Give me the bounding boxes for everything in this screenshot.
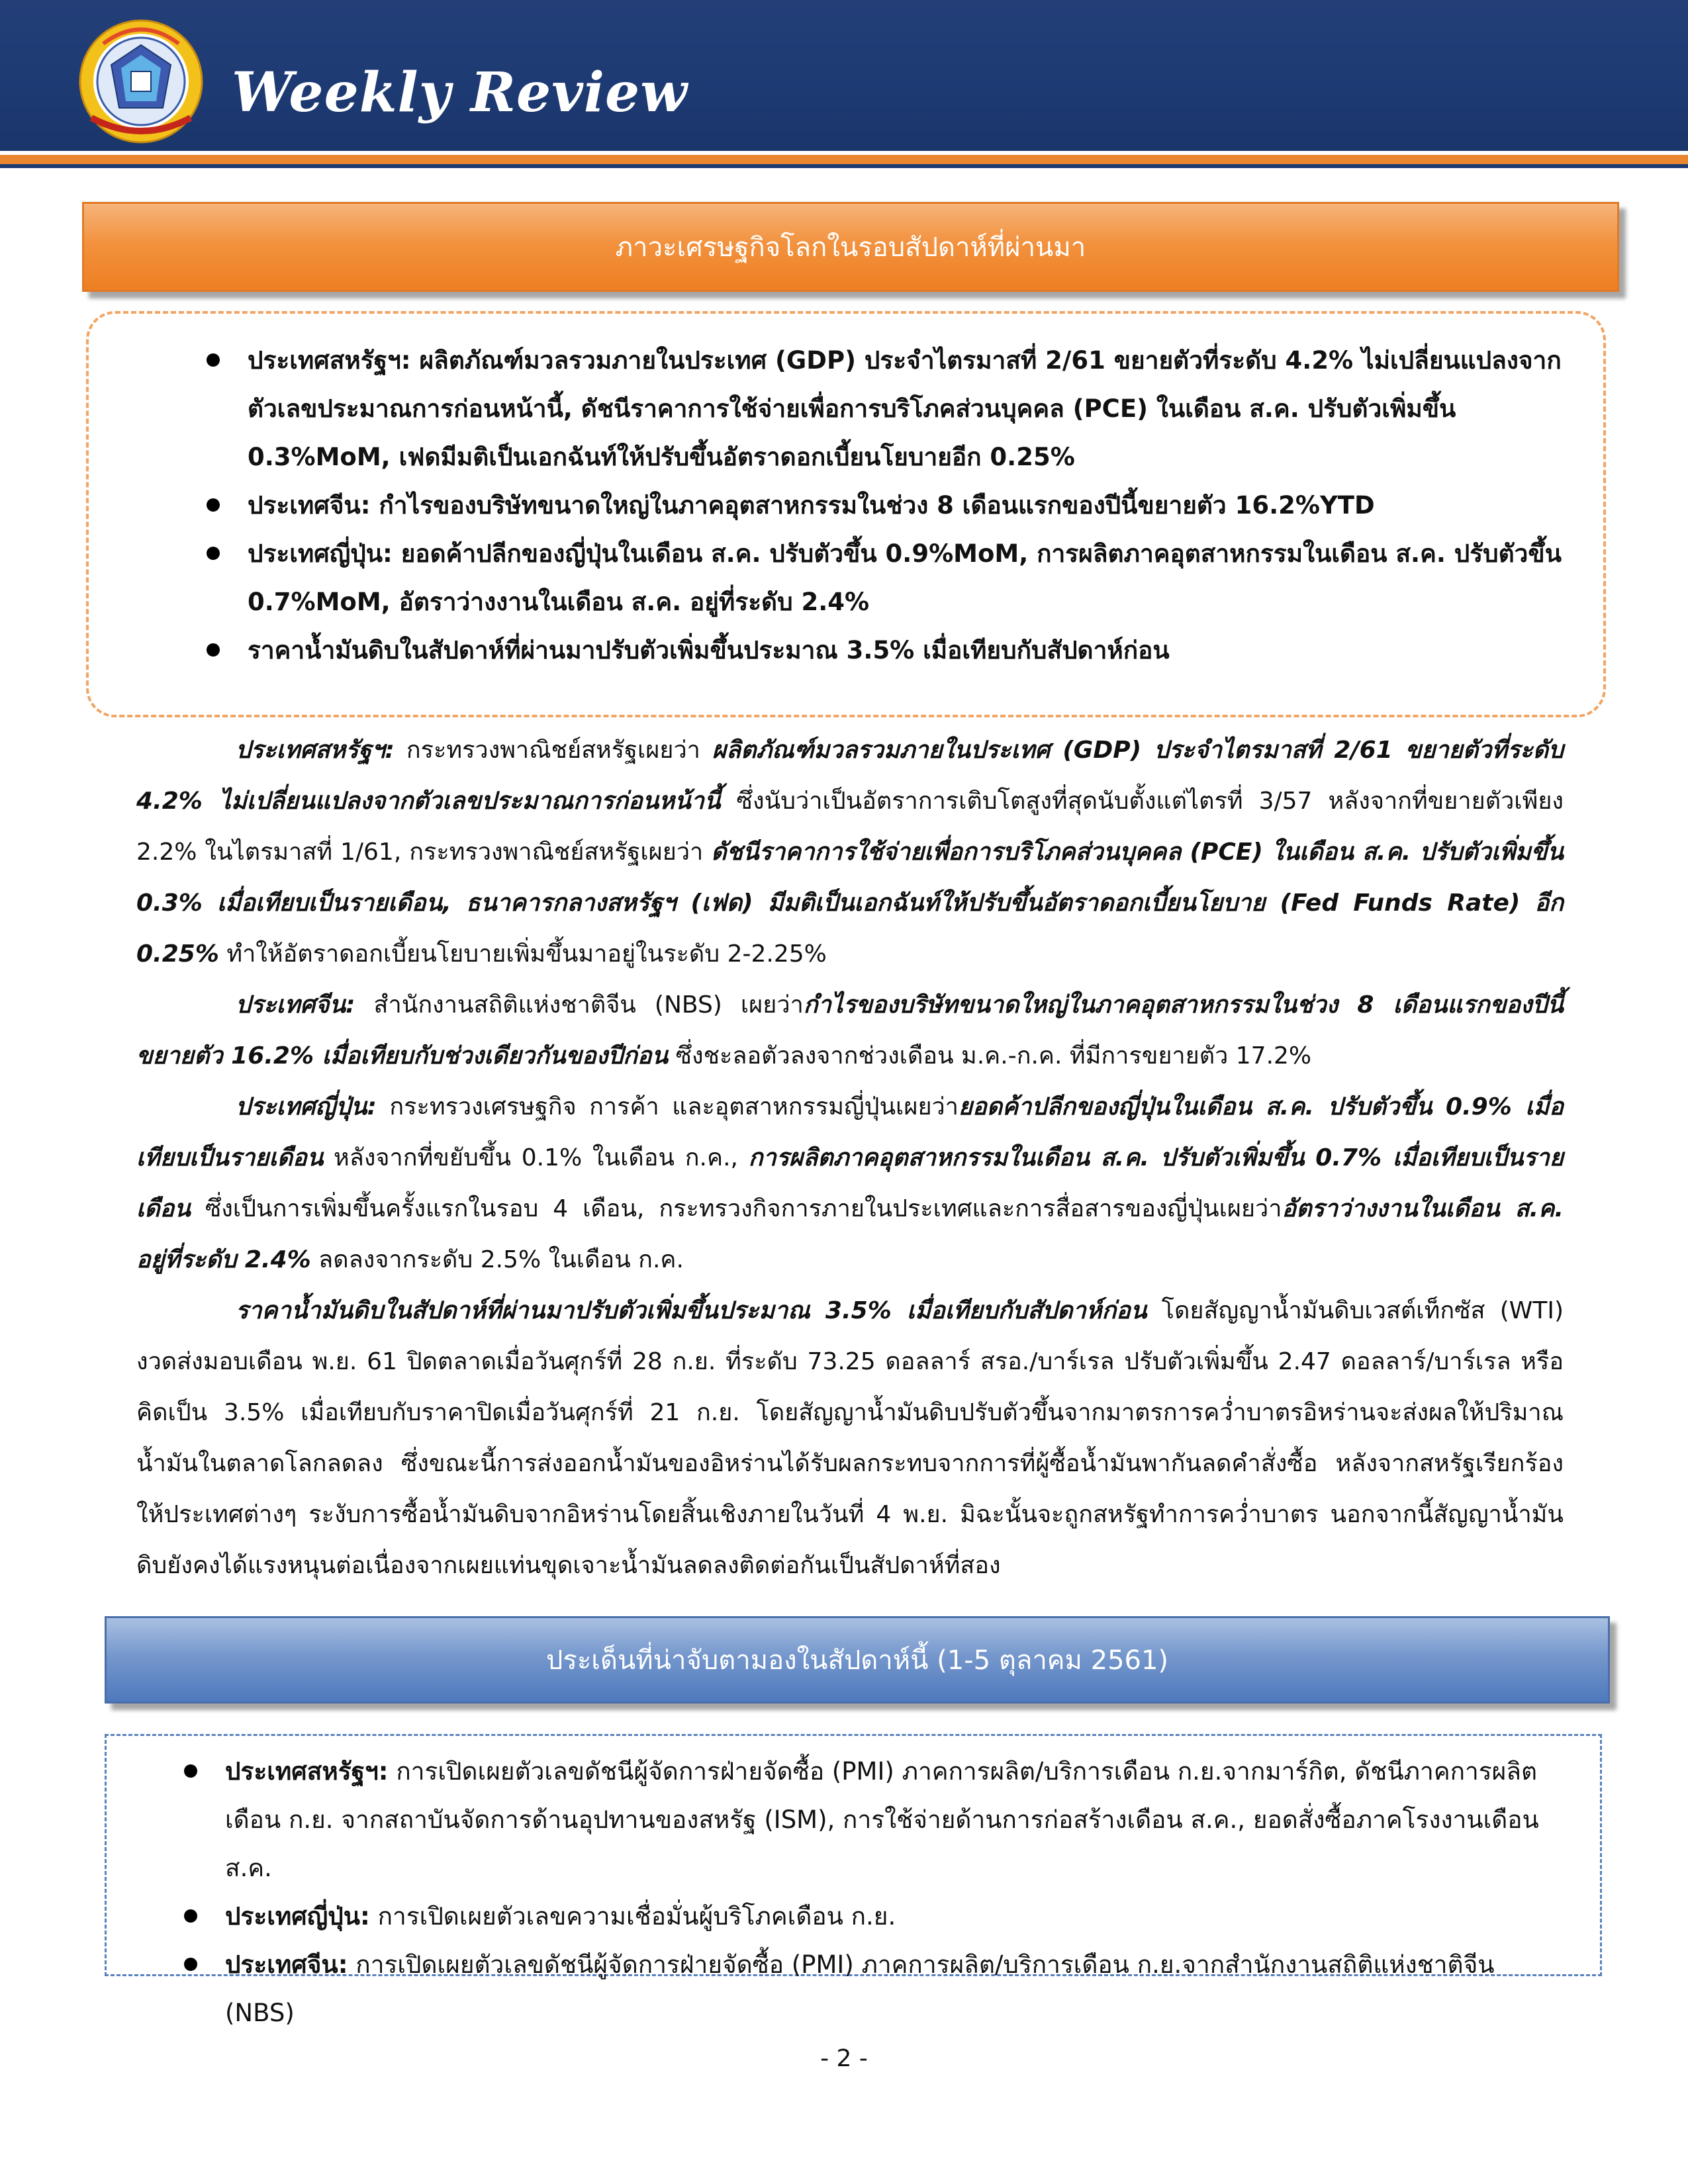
- watchlist-bullet-us: [225, 1747, 1549, 1892]
- summary-bullet-japan: [248, 529, 1565, 626]
- brand-title: Weekly Review: [232, 61, 688, 124]
- bullet-icon: [184, 1764, 197, 1778]
- paragraph-oil: [136, 1285, 1564, 1591]
- paragraph-lead: ประเทศญี่ปุ่น:: [236, 1093, 377, 1120]
- section-title-bar-watchlist: [105, 1616, 1610, 1704]
- summary-bullet-text: ประเทศจีน: กำไรของบริษัทขนาดใหญ่ในภาคอุตสาหกรรมในช่วง 8 เดือนแรกของปีนี้ขยายตัว 16.2%YTD: [248, 491, 1375, 520]
- bullet-lead: ประเทศญี่ปุ่น:: [225, 1902, 370, 1931]
- bullet-text: การเปิดเผยตัวเลขดัชนีผู้จัดการฝ่ายจัดซื้อ (PMI) ภาคการผลิต/บริการเดือน ก.ย.จากมาร์กิต, ดัชนีภาคการผลิตเดือน ก.ย. จากสถาบันจัดการด้านอุปทานของสหรัฐ (ISM), การใช้จ่ายด้านการก่อสร้างเดือน ส.ค., ยอดสั่งซื้อภาคโรงงานเดือน ส.ค.: [225, 1757, 1539, 1882]
- paragraph-text: กระทรวงเศรษฐกิจ การค้า และอุตสาหกรรมญี่ปุ่นเผยว่า: [376, 1093, 959, 1120]
- paragraph-text: ซึ่งเป็นการเพิ่มขึ้นครั้งแรกในรอบ 4 เดือน, กระทรวงกิจการภายในประเทศและการสื่อสารของญี่ปุ่นเผยว่า: [190, 1195, 1282, 1222]
- paragraph-japan: [136, 1081, 1564, 1285]
- paragraph-highlight: ยอดค้าปลีกของญี่ปุ่นในเดือน ส.ค. ปรับตัวขึ้น 0.9% เมื่อเทียบเป็นรายเดือน: [136, 1093, 1564, 1171]
- paragraph-text: กระทรวงพาณิชย์สหรัฐเผยว่า: [394, 737, 712, 764]
- watchlist-bullet-japan: [225, 1892, 1549, 1940]
- section-title-bar-world-economy: [82, 202, 1619, 292]
- paragraph-text: ซึ่งนับว่าเป็นอัตราการเติบโตสูงที่สุดนับตั้งแต่ไตรที่ 3/57 หลังจากที่ขยายตัวเพียง 2.2% ในไตรมาสที่ 1/61, กระทรวงพาณิชย์สหรัฐเผยว่า: [136, 788, 1564, 866]
- bullet-icon: [207, 643, 220, 657]
- paragraph-text: โดยสัญญาน้ำมันดิบเวสต์เท็กซัส (WTI) งวดส่งมอบเดือน พ.ย. 61 ปิดตลาดเมื่อวันศุกร์ที่ 28 ก.ย. ที่ระดับ 73.25 ดอลลาร์ สรอ./บาร์เรล ปรับตัวเพิ่มขึ้น 2.47 ดอลลาร์/บาร์เรล หรือคิดเป็น 3.5% เมื่อเทียบกับราคาปิดเมื่อวันศุกร์ที่ 21 ก.ย. โดยสัญญาน้ำมันดิบปรับตัวขึ้นจากมาตรการคว่ำบาตรอิหร่านจะส่งผลให้ปริมาณน้ำมันในตลาดโลกลดลง ซึ่งขณะนี้การส่งออกน้ำมันของอิหร่านได้รับผลกระทบจากการที่ผู้ซื้อน้ำมันพากันลดคำสั่งซื้อ หลังจากสหรัฐเรียกร้องให้ประเทศต่างๆ ระงับการซื้อน้ำมันดิบจากอิหร่านโดยสิ้นเชิงภายในวันที่ 4 พ.ย. มิฉะนั้นจะถูกสหรัฐทำการคว่ำบาตร นอกจากนี้สัญญาน้ำมันดิบยังคงได้แรงหนุนต่อเนื่องจากเผยแท่นขุดเจาะน้ำมันลดลงติดต่อกันเป็นสัปดาห์ที่สอง: [136, 1297, 1564, 1579]
- summary-bullet-text: ประเทศญี่ปุ่น: ยอดค้าปลีกของญี่ปุ่นในเดือน ส.ค. ปรับตัวขึ้น 0.9%MoM, การผลิตภาคอุตสาหกรรมในเดือน ส.ค. ปรับตัวขึ้น 0.7%MoM, อัตราว่างงานในเดือน ส.ค. อยู่ที่ระดับ 2.4%: [248, 539, 1562, 616]
- summary-bullet-us: [248, 336, 1565, 481]
- paragraph-highlight: กำไรของบริษัทขนาดใหญ่ในภาคอุตสาหกรรมในช่วง 8 เดือนแรกของปีนี้ขยายตัว 16.2% เมื่อเทียบกับช่วงเดียวกันของปีก่อน: [136, 991, 1564, 1069]
- section-title: ภาวะเศรษฐกิจโลกในรอบสัปดาห์ที่ผ่านมา: [615, 232, 1086, 263]
- bullet-icon: [184, 1958, 197, 1971]
- paragraph-us: [136, 725, 1564, 979]
- summary-bullet-text: ประเทศสหรัฐฯ: ผลิตภัณฑ์มวลรวมภายในประเทศ (GDP) ประจำไตรมาสที่ 2/61 ขยายตัวที่ระดับ 4.2% ไม่เปลี่ยนแปลงจาก ตัวเลขประมาณการก่อนหน้านี้, ดัชนีราคาการใช้จ่ายเพื่อการบริโภคส่วนบุคคล (PCE) ในเดือน ส.ค. ปรับตัวเพิ่มขึ้น 0.3%MoM, เฟดมีมติเป็นเอกฉันท์ให้ปรับขึ้นอัตราดอกเบี้ยนโยบายอีก 0.25%: [248, 346, 1562, 471]
- paragraph-highlight: การผลิตภาคอุตสาหกรรมในเดือน ส.ค. ปรับตัวเพิ่มขึ้น 0.7% เมื่อเทียบเป็นรายเดือน: [136, 1144, 1564, 1222]
- bullet-text: การเปิดเผยตัวเลขดัชนีผู้จัดการฝ่ายจัดซื้อ (PMI) ภาคการผลิต/บริการเดือน ก.ย.จากสำนักงานสถิติแห่งชาติจีน (NBS): [225, 1950, 1495, 2027]
- paragraph-highlight: ผลิตภัณฑ์มวลรวมภายในประเทศ (GDP) ประจำไตรมาสที่ 2/61 ขยายตัวที่ระดับ 4.2% ไม่เปลี่ยนแปลงจากตัวเลขประมาณการก่อนหน้านี้: [136, 737, 1564, 815]
- bullet-lead: ประเทศจีน:: [225, 1950, 348, 1979]
- bullet-text: การเปิดเผยตัวเลขความเชื่อมั่นผู้บริโภคเดือน ก.ย.: [369, 1902, 896, 1931]
- paragraph-china: [136, 979, 1564, 1081]
- paragraph-highlight: อัตราว่างงานในเดือน ส.ค. อยู่ที่ระดับ 2.4%: [136, 1195, 1564, 1273]
- paragraph-text: ซึ่งชะลอตัวลงจากช่วงเดือน ม.ค.-ก.ค. ที่มีการขยายตัว 17.2%: [668, 1042, 1312, 1069]
- section-title: ประเด็นที่น่าจับตามองในสัปดาห์นี้ (1-5 ตุลาคม 2561): [545, 1645, 1169, 1676]
- bullet-icon: [207, 353, 220, 367]
- bullet-icon: [184, 1909, 197, 1923]
- paragraph-highlight: ราคาน้ำมันดิบในสัปดาห์ที่ผ่านมาปรับตัวเพิ่มขึ้นประมาณ 3.5% เมื่อเทียบกับสัปดาห์ก่อน: [236, 1297, 1147, 1324]
- summary-bullet-china: [248, 481, 1565, 529]
- bullet-icon: [207, 498, 220, 512]
- paragraph-text: สำนักงานสถิติแห่งชาติจีน (NBS) เผยว่า: [355, 991, 804, 1019]
- watchlist-bullet-china: [225, 1940, 1549, 2037]
- watchlist-bullet-list: [225, 1747, 1549, 2037]
- summary-bullet-oil: [248, 626, 1565, 674]
- header-banner: [0, 0, 1688, 151]
- paragraph-lead: ประเทศจีน:: [236, 991, 355, 1019]
- center-logo-emblem: [78, 19, 204, 144]
- summary-bullet-list: [248, 336, 1565, 674]
- header-divider-orange: [0, 155, 1688, 164]
- paragraph-lead: ประเทศสหรัฐฯ:: [236, 737, 395, 764]
- paragraph-text: ทำให้อัตราดอกเบี้ยนโยบายเพิ่มขึ้นมาอยู่ในระดับ 2-2.25%: [218, 940, 827, 968]
- article-body: [136, 725, 1564, 1591]
- paragraph-text: ลดลงจากระดับ 2.5% ในเดือน ก.ค.: [310, 1246, 684, 1273]
- page-number: - 2 -: [820, 2045, 868, 2072]
- bullet-lead: ประเทศสหรัฐฯ:: [225, 1757, 389, 1786]
- paragraph-text: หลังจากที่ขยับขึ้น 0.1% ในเดือน ก.ค.,: [323, 1144, 749, 1171]
- header-divider-navy: [0, 164, 1688, 168]
- bullet-icon: [207, 547, 220, 560]
- summary-bullet-text: ราคาน้ำมันดิบในสัปดาห์ที่ผ่านมาปรับตัวเพิ่มขึ้นประมาณ 3.5% เมื่อเทียบกับสัปดาห์ก่อน: [248, 636, 1170, 664]
- paragraph-highlight: ดัชนีราคาการใช้จ่ายเพื่อการบริโภคส่วนบุคคล (PCE) ในเดือน ส.ค. ปรับตัวเพิ่มขึ้น 0.3% เมื่อเทียบเป็นรายเดือน, ธนาคารกลางสหรัฐฯ (เฟด) มีมติเป็นเอกฉันท์ให้ปรับขึ้นอัตราดอกเบี้ยนโยบาย (Fed Funds Rate) อีก 0.25%: [136, 839, 1564, 968]
